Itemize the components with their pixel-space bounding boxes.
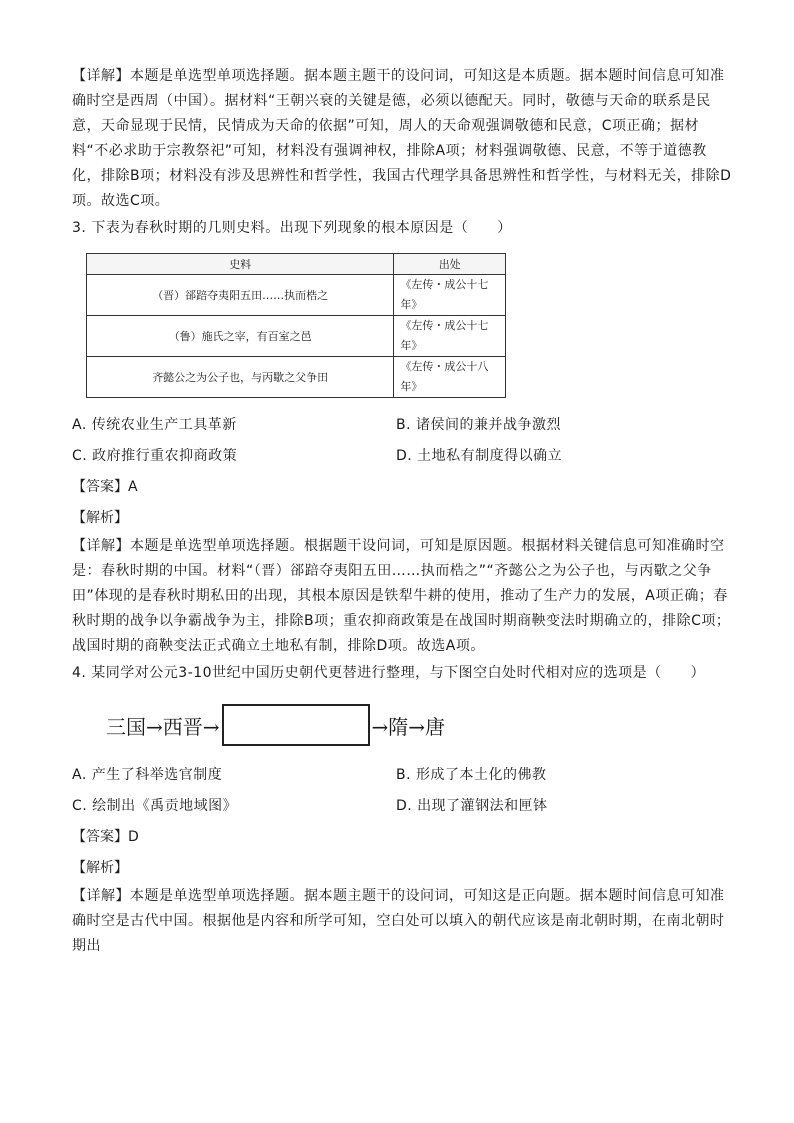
- table-cell-source: 齐懿公之为公子也，与丙歜之父争田: [87, 357, 394, 398]
- option-d: D. 出现了灌钢法和匣钵: [396, 798, 548, 814]
- option-a: A. 传统农业生产工具革新: [72, 417, 237, 433]
- page-content: [72, 64, 732, 959]
- q4-answer: 【答案】D: [72, 829, 139, 845]
- q3-analysis-label: 【解析】: [72, 510, 128, 526]
- option-a: A. 产生了科举选官制度: [72, 767, 223, 783]
- q4-stem: 4. 某同学对公元3-10世纪中国历史朝代更替进行整理，与下图空白处时代相对应的选项是（ ）: [72, 665, 706, 681]
- table-header-origin: 出处: [394, 254, 506, 275]
- option-c: C. 政府推行重农抑商政策: [72, 448, 238, 464]
- q3-source-table: [86, 253, 506, 398]
- blank-box: [222, 704, 370, 746]
- table-row: [87, 357, 506, 398]
- table-row: [87, 275, 506, 316]
- table-cell-source: （晋）郤踣夺夷阳五田……执而梏之: [87, 275, 394, 316]
- flow-right-text: →隋→唐: [371, 714, 446, 739]
- option-b: B. 形成了本土化的佛教: [396, 767, 547, 783]
- q4-options: [72, 760, 732, 822]
- q3-answer: 【答案】A: [72, 479, 138, 495]
- dynasty-flow: [106, 704, 732, 746]
- q4-detail: 【详解】本题是单选型单项选择题。据本题主题干的设问词，可知这是正向题。据本题时间信息可知准确时空是古代中国。根据他是内容和所学可知，空白处可以填入的朝代应该是南北朝时期，在南北朝时期出: [72, 888, 725, 954]
- q3-stem: 3. 下表为春秋时期的几则史料。出现下列现象的根本原因是（ ）: [72, 220, 512, 236]
- q4-analysis-label: 【解析】: [72, 860, 128, 876]
- table-cell-origin: 《左传・成公十八年》: [394, 357, 506, 398]
- option-b: B. 诸侯间的兼并战争激烈: [396, 417, 562, 433]
- q2-detail: 【详解】本题是单选型单项选择题。据本题主题干的设问词，可知这是本质题。据本题时间信息可知准确时空是西周（中国）。据材料“王朝兴衰的关键是德，必须以德配天。同时，敬德与天命的联系是民意，天命显现于民情，民情成为天命的依据”可知，周人的天命观强调敬德和民意，C项正确；据材料“不必求助于宗教祭祀”可知，材料没有强调神权，排除A项；材料强调敬德、民意，不等于道德教化，排除B项；材料没有涉及思辨性和哲学性，我国古代理学具备思辨性和哲学性，与材料无关，排除D项。故选C项。: [72, 68, 732, 209]
- table-header-source: 史料: [87, 254, 394, 275]
- option-c: C. 绘制出《禹贡地域图》: [72, 798, 238, 814]
- q3-options: [72, 410, 732, 472]
- option-d: D. 土地私有制度得以确立: [396, 448, 563, 464]
- flow-left-text: 三国→西晋→: [106, 714, 220, 739]
- table-cell-source: （鲁）施氏之宰，有百室之邑: [87, 316, 394, 357]
- table-cell-origin: 《左传・成公十七年》: [394, 275, 506, 316]
- table-cell-origin: 《左传・成公十七年》: [394, 316, 506, 357]
- q3-detail: 【详解】本题是单选型单项选择题。根据题干设问词，可知是原因题。根据材料关键信息可知准确时空是：春秋时期的中国。材料“（晋）郤踣夺夷阳五田……执而梏之”“齐懿公之为公子也，与丙歜之父争田”体现的是春秋时期私田的出现，其根本原因是铁犁牛耕的使用，推动了生产力的发展，A项正确；春秋时期的战争以争霸战争为主，排除B项；重农抑商政策是在战国时期商鞅变法时期确立的，排除C项；战国时期的商鞅变法正式确立土地私有制，排除D项。故选A项。: [72, 538, 731, 654]
- table-row: [87, 316, 506, 357]
